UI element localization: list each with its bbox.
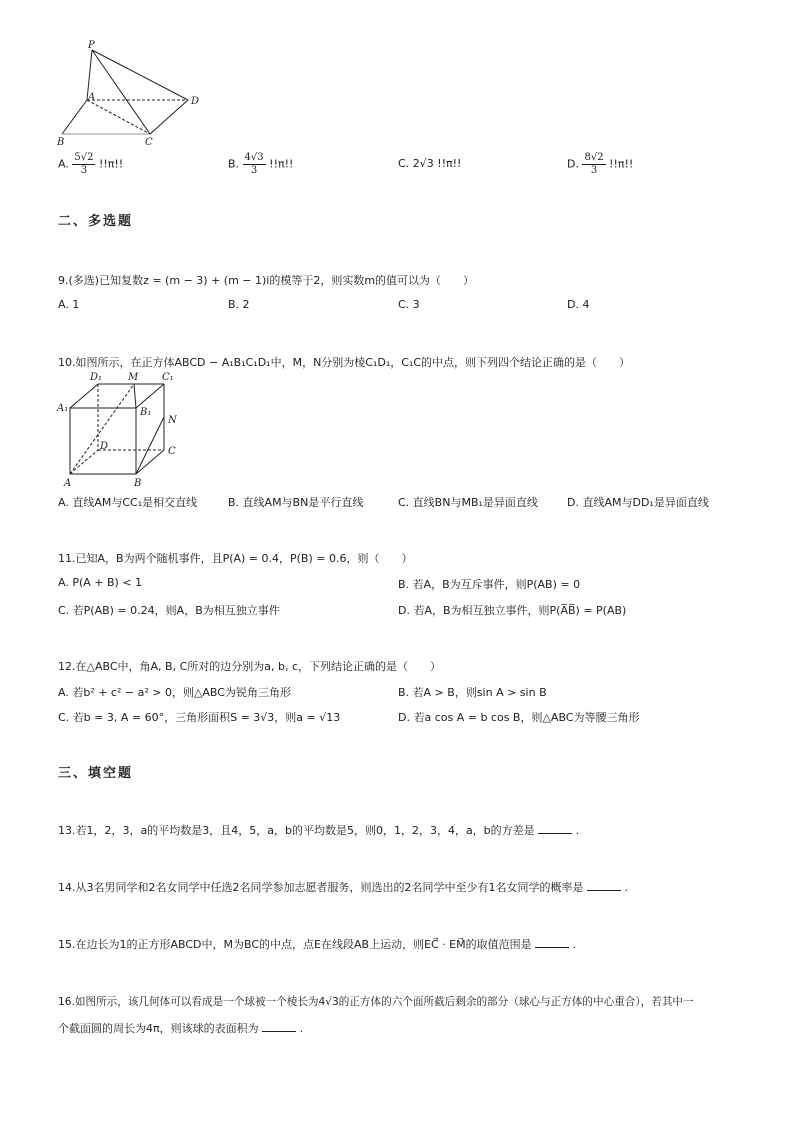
q10-option-b: B. 直线AM与BN是平行直线 bbox=[228, 496, 364, 509]
period: . bbox=[299, 1022, 304, 1035]
answer-blank[interactable] bbox=[538, 823, 572, 834]
q10-option-a: A. 直线AM与CC₁是相交直线 bbox=[58, 496, 198, 509]
numerator: 8√2 bbox=[584, 152, 604, 163]
numerator: 4√3 bbox=[244, 152, 264, 163]
fraction bbox=[72, 152, 95, 177]
question-15 bbox=[58, 936, 576, 952]
option-suffix: !!π!! bbox=[269, 157, 294, 171]
question-16-line-2: 个截面圆的周长为4π，则该球的表面积为 bbox=[58, 1022, 259, 1035]
q9-option-a: A. 1 bbox=[58, 298, 80, 311]
label-N: N bbox=[168, 415, 177, 426]
option-suffix: !!π!! bbox=[609, 157, 634, 171]
period: . bbox=[575, 824, 580, 837]
question-16-line-1: 16.如图所示，该几何体可以看成是一个球被一个棱长为4√3的正方体的六个面所截后剩余的部分（球心与正方体的中心重合），若其中一 bbox=[58, 996, 694, 1008]
q11-option-b: B. 若A，B为互斥事件，则P(AB) = 0 bbox=[398, 578, 581, 591]
label-A: A bbox=[88, 92, 96, 103]
q10-option-d: D. 直线AM与DD₁是异面直线 bbox=[567, 496, 709, 509]
denominator: 3 bbox=[250, 165, 258, 176]
denominator: 3 bbox=[590, 165, 598, 176]
label-C: C bbox=[168, 446, 176, 457]
period: . bbox=[624, 881, 628, 894]
q11-option-c: C. 若P(AB) = 0.24，则A，B为相互独立事件 bbox=[58, 604, 280, 617]
fraction bbox=[243, 152, 266, 177]
option-text: 2√3 !!π!! bbox=[412, 157, 462, 170]
q9-option-d: D. 4 bbox=[567, 298, 590, 311]
q9-option-b: B. 2 bbox=[228, 298, 250, 311]
label-B1: B₁ bbox=[140, 407, 152, 418]
section-heading-multiple-choice: 二、多选题 bbox=[58, 214, 134, 229]
label-B: B bbox=[134, 478, 142, 489]
q9-option-c: C. 3 bbox=[398, 298, 420, 311]
label-P: P bbox=[88, 40, 95, 51]
q11-option-a: A. P(A + B) < 1 bbox=[58, 576, 143, 589]
label-D1: D₁ bbox=[90, 372, 103, 383]
label-C1: C₁ bbox=[162, 372, 174, 383]
label-C: C bbox=[145, 137, 153, 148]
question-10-stem: 10.如图所示，在正方体ABCD − A₁B₁C₁D₁中，M，N分别为棱C₁D₁，C₁C的中点，则下列四个结论正确的是（ ） bbox=[58, 356, 631, 369]
label-D: D bbox=[100, 441, 109, 452]
answer-blank[interactable] bbox=[587, 880, 621, 891]
label-A: A bbox=[64, 478, 72, 489]
question-14 bbox=[58, 879, 628, 895]
option-suffix: !!π!! bbox=[98, 157, 124, 171]
question-12-stem: 12.在△ABC中，角A, B, C所对的边分别为a, b, c，下列结论正确的是（ ） bbox=[58, 660, 442, 673]
question-13 bbox=[58, 822, 579, 838]
numerator: 5√2 bbox=[74, 152, 94, 163]
denominator: 3 bbox=[80, 165, 88, 176]
q10-option-c: C. 直线BN与MB₁是异面直线 bbox=[398, 496, 538, 509]
option-letter: C. bbox=[398, 157, 410, 170]
q12-option-d: D. 若a cos A = b cos B，则△ABC为等腰三角形 bbox=[398, 711, 640, 724]
question-15-text: 15.在边长为1的正方形ABCD中，M为BC的中点，点E在线段AB上运动，则EC⃗ · EM⃗的取值范围是 bbox=[58, 938, 532, 951]
question-14-text: 14.从3名男同学和2名女同学中任选2名同学参加志愿者服务，则选出的2名同学中至少有1名女同学的概率是 bbox=[58, 881, 584, 894]
question-13-text: 13.若1，2，3，a的平均数是3，且4，5，a，b的平均数是5，则0，1，2，3，4，a，b的方差是 bbox=[58, 824, 535, 837]
section-heading-fill-blank: 三、填空题 bbox=[58, 766, 134, 781]
q11-option-d: D. 若A，B为相互独立事件，则P(A̅B̅) = P(AB) bbox=[398, 604, 627, 617]
q8-option-c bbox=[398, 157, 461, 170]
q12-option-a: A. 若b² + c² − a² > 0，则△ABC为锐角三角形 bbox=[58, 686, 291, 699]
label-D: D bbox=[191, 96, 200, 107]
option-letter: A. bbox=[58, 157, 69, 171]
answer-blank[interactable] bbox=[262, 1021, 296, 1032]
cube-figure bbox=[56, 370, 186, 490]
label-A1: A₁ bbox=[57, 403, 69, 414]
question-11-stem: 11.已知A，B为两个随机事件，且P(A) = 0.4，P(B) = 0.6，则（ ） bbox=[58, 552, 413, 565]
pyramid-figure bbox=[52, 38, 212, 150]
question-16 bbox=[58, 1020, 303, 1036]
fraction bbox=[582, 152, 605, 177]
label-B: B bbox=[57, 137, 65, 148]
label-M: M bbox=[128, 372, 139, 383]
period: . bbox=[572, 938, 577, 951]
q12-option-c: C. 若b = 3, A = 60°，三角形面积S = 3√3，则a = √13 bbox=[58, 711, 341, 724]
q8-option-d bbox=[567, 152, 633, 177]
q12-option-b: B. 若A > B，则sin A > sin B bbox=[398, 686, 547, 699]
option-letter: B. bbox=[228, 157, 240, 171]
q8-option-b bbox=[228, 152, 293, 177]
question-9-stem: 9.(多选)已知复数z = (m − 3) + (m − 1)i的模等于2，则实数m的值可以为（ ） bbox=[58, 274, 475, 287]
q8-option-a bbox=[58, 152, 123, 177]
option-letter: D. bbox=[567, 157, 579, 171]
answer-blank[interactable] bbox=[535, 937, 569, 948]
